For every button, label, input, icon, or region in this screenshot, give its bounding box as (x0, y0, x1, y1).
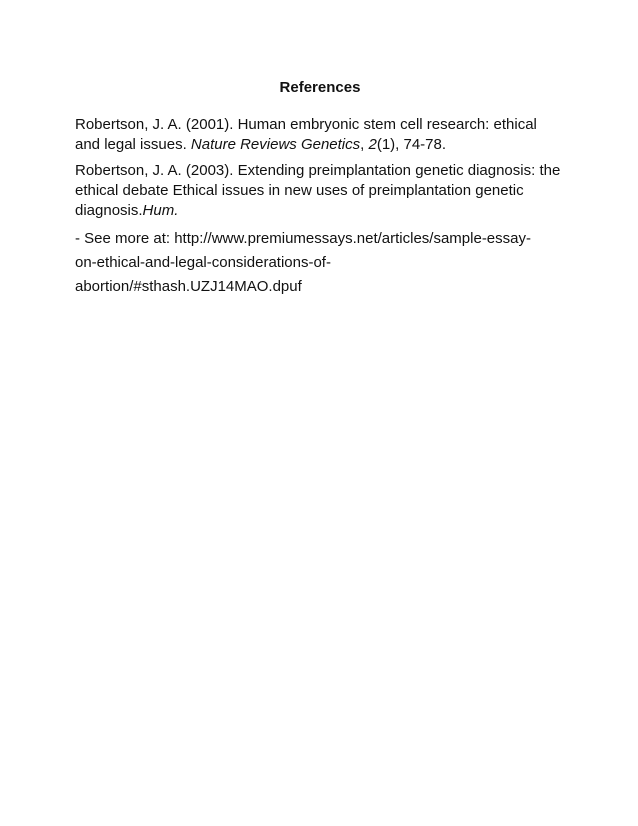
see-more-link[interactable] (75, 227, 565, 299)
reference-1-pages: (1), 74-78. (376, 136, 447, 153)
see-more-line-2: on-ethical-and-legal-considerations-of- (75, 254, 331, 271)
reference-item-2 (75, 161, 565, 221)
reference-2-text: Robertson, J. A. (2003). Extending preimplantation genetic diagnosis: the ethical debate Ethical issues in new uses of preimplantation genetic diagnosis. (75, 162, 561, 219)
reference-1-volume: 2 (368, 136, 377, 153)
see-more-line-1: - See more at: http://www.premiumessays.net/articles/sample-essay- (75, 230, 531, 247)
reference-1-journal: Nature Reviews Genetics (190, 136, 361, 153)
page-title: References (279, 79, 361, 96)
reference-1-text: Robertson, J. A. (2001). Human embryonic stem cell research: ethical and legal issues. (75, 116, 537, 153)
see-more-line-3: abortion/#sthash.UZJ14MAO.dpuf (75, 278, 302, 295)
reference-item-1 (75, 115, 565, 155)
reference-2-journal: Hum. (142, 202, 179, 219)
document-content (75, 78, 565, 299)
reference-1-separator: , (360, 136, 369, 153)
